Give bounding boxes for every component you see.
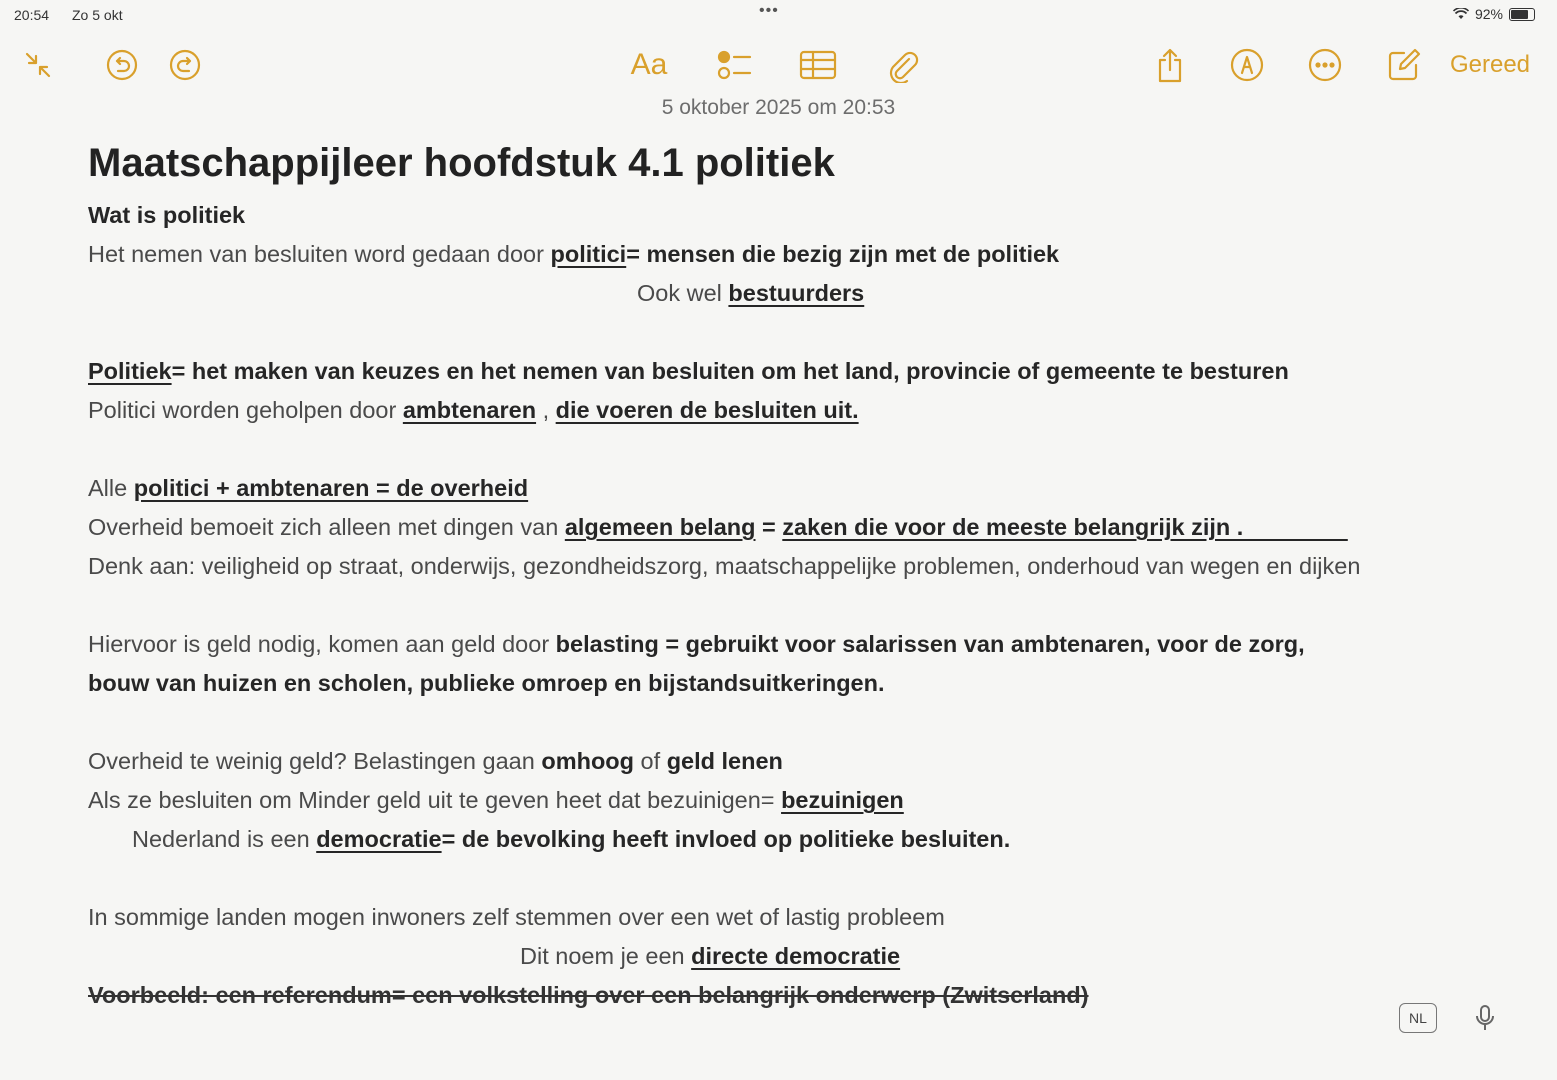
format-label: Aa xyxy=(630,48,668,81)
note-line[interactable] xyxy=(88,391,1368,430)
term-geld-lenen: geld lenen xyxy=(666,748,783,774)
empty-line xyxy=(88,703,1368,742)
paperclip-icon[interactable] xyxy=(880,40,924,90)
text: Ook wel xyxy=(637,280,729,306)
term-directe-democratie: directe democratie xyxy=(691,943,901,969)
text: Denk aan: veiligheid op straat, onderwijs, gezondheidszorg, maatschappelijke problemen, onderhoud van wegen en dijken xyxy=(88,553,1361,579)
definition: zaken die voor de meeste belangrijk zijn . xyxy=(782,514,1348,540)
empty-line xyxy=(88,859,1368,898)
note-line[interactable] xyxy=(88,352,1368,391)
text: of xyxy=(634,748,667,774)
text: Als ze besluiten om Minder geld uit te geven heet dat bezuinigen xyxy=(88,787,761,813)
note-body[interactable] xyxy=(88,138,1368,1015)
note-line[interactable] xyxy=(88,469,1368,508)
definition: die voeren de besluiten uit. xyxy=(555,397,859,423)
note-line-partial[interactable]: Voorbeeld: een referendum= een volkstelling over een belangrijk onderwerp (Zwitserland) xyxy=(88,982,1089,1008)
term-belasting: belasting = gebruikt voor salarissen van ambtenaren, voor de zorg, bouw van huizen en scholen, publieke omroep en bijstandsuitkeringen. xyxy=(88,631,1305,696)
note-line[interactable] xyxy=(88,742,1368,781)
status-time: 20:54 xyxy=(14,7,50,23)
note-line[interactable] xyxy=(88,937,1368,976)
definition: = mensen die bezig zijn met de politiek xyxy=(626,241,1060,267)
more-icon[interactable] xyxy=(1304,40,1346,90)
note-line[interactable] xyxy=(88,274,1368,313)
status-right xyxy=(1453,6,1535,22)
empty-line xyxy=(88,430,1368,469)
term-omhoog: omhoog xyxy=(541,748,635,774)
multitasking-dots-icon[interactable]: ••• xyxy=(759,2,779,19)
text: Overheid te weinig geld? Belastingen gaan xyxy=(88,748,542,774)
term-bestuurders: bestuurders xyxy=(728,280,865,306)
microphone-icon[interactable] xyxy=(1474,1003,1496,1038)
definition: = de bevolking heeft invloed op politieke besluiten. xyxy=(441,826,1011,852)
undo-icon[interactable] xyxy=(102,40,142,90)
note-line[interactable] xyxy=(88,781,1368,820)
format-button[interactable] xyxy=(622,40,676,90)
compose-icon[interactable] xyxy=(1384,40,1424,90)
text: Hiervoor is geld nodig, komen aan geld door xyxy=(88,631,556,657)
battery-percent: 92% xyxy=(1474,6,1503,22)
note-line[interactable] xyxy=(88,235,1368,274)
text: Alle xyxy=(88,475,134,501)
note-line[interactable]: In sommige landen mogen inwoners zelf stemmen over een wet of lastig probleem xyxy=(88,904,945,930)
battery-fill xyxy=(1511,10,1528,19)
table-icon[interactable] xyxy=(796,40,840,90)
text: Het nemen van besluiten word gedaan door xyxy=(88,241,551,267)
wifi-icon xyxy=(1453,8,1469,20)
done-button[interactable] xyxy=(1444,40,1536,90)
note-date: 5 oktober 2025 om 20:53 xyxy=(661,96,896,119)
text: Nederland is een xyxy=(132,826,317,852)
share-icon[interactable] xyxy=(1150,40,1190,90)
empty-line xyxy=(88,586,1368,625)
done-label: Gereed xyxy=(1449,51,1531,78)
empty-line xyxy=(88,313,1368,352)
text: Overheid bemoeit zich alleen met dingen van xyxy=(88,514,565,540)
checklist-icon[interactable] xyxy=(712,40,756,90)
markup-icon[interactable] xyxy=(1226,40,1268,90)
note-line[interactable] xyxy=(88,820,1368,859)
heading-wat-is-politiek[interactable]: Wat is politiek xyxy=(88,202,246,228)
term-ambtenaren: ambtenaren xyxy=(402,397,537,423)
text: Politici worden geholpen door xyxy=(88,397,403,423)
text: , xyxy=(536,397,556,423)
definition: = het maken van keuzes en het nemen van besluiten om het land, provincie of gemeente te besturen xyxy=(171,358,1289,384)
term-politiek: Politiek xyxy=(88,358,172,384)
redo-icon[interactable] xyxy=(165,40,205,90)
note-line[interactable] xyxy=(88,625,1368,703)
text: = xyxy=(760,787,782,813)
keyboard-language-button[interactable]: NL xyxy=(1399,1003,1437,1033)
text: Dit noem je een xyxy=(520,943,692,969)
text: = xyxy=(755,514,783,540)
battery-icon xyxy=(1509,8,1535,21)
term-overheid: politici + ambtenaren = de overheid xyxy=(133,475,529,501)
status-date: Zo 5 okt xyxy=(72,7,123,23)
note-line[interactable] xyxy=(88,508,1368,586)
term-algemeen-belang: algemeen belang xyxy=(564,514,756,540)
term-bezuinigen: bezuinigen xyxy=(781,787,904,813)
toolbar xyxy=(0,40,1557,90)
collapse-icon[interactable] xyxy=(18,40,58,90)
term-politici: politici xyxy=(550,241,627,267)
status-bar xyxy=(0,0,1557,30)
term-democratie: democratie xyxy=(316,826,442,852)
note-title[interactable]: Maatschappijleer hoofdstuk 4.1 politiek xyxy=(88,141,835,185)
